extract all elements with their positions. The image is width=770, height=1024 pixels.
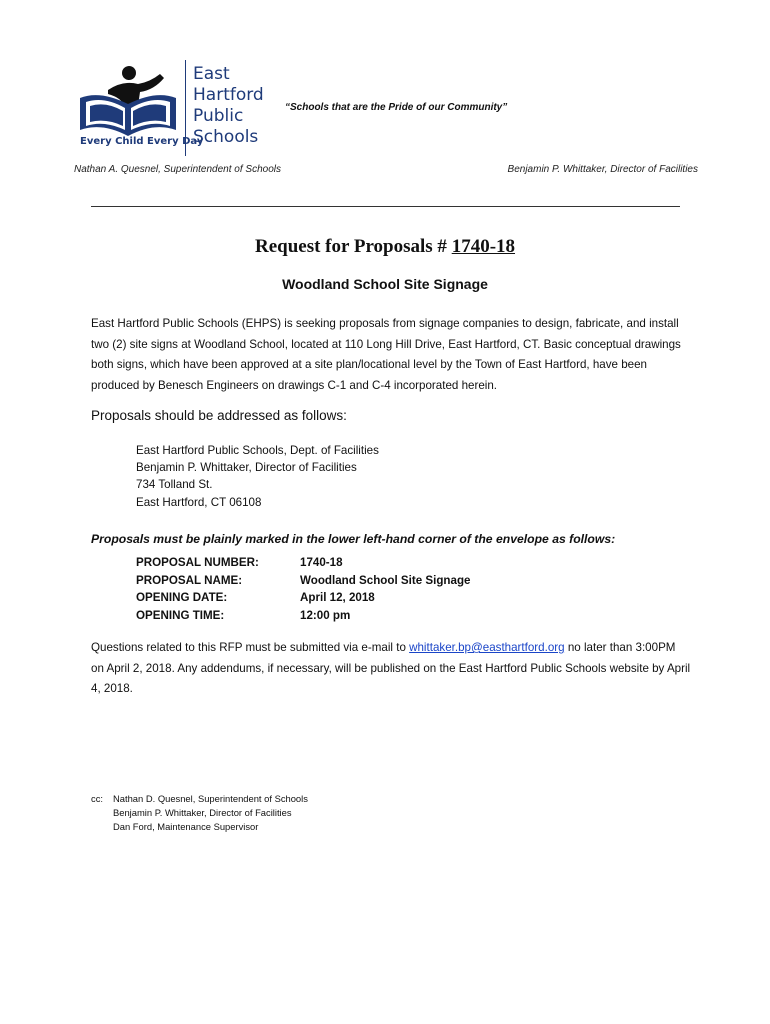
cc-block <box>91 792 308 834</box>
detail-value: Woodland School Site Signage <box>300 573 471 587</box>
address-line: Benjamin P. Whittaker, Director of Facilities <box>136 461 357 475</box>
cc-label: cc: <box>91 793 103 804</box>
district-logo <box>78 60 268 156</box>
proposal-details <box>136 554 470 624</box>
logo-word-east: East <box>193 64 230 84</box>
superintendent-line: Nathan A. Quesnel, Superintendent of Schools <box>74 164 281 175</box>
questions-text-after: no later than 3:00PM on April 2, 2018. Any addendums, if necessary, will be published on the East Hartford Public Schools website by April 4, 2018. <box>91 641 691 695</box>
detail-label: OPENING DATE: <box>136 591 228 604</box>
logo-word-schools: Schools <box>193 127 259 147</box>
cc-recipient: Dan Ford, Maintenance Supervisor <box>113 821 259 832</box>
logo-tagline: Every Child Every Day <box>80 136 204 147</box>
questions-text-before: Questions related to this RFP must be submitted via e-mail to <box>91 641 410 654</box>
document-subtitle: Woodland School Site Signage <box>282 276 488 292</box>
detail-value: 12:00 pm <box>300 608 351 622</box>
detail-row <box>136 589 470 607</box>
contact-email-link[interactable]: whittaker.bp@easthartford.org <box>409 641 565 654</box>
detail-value: April 12, 2018 <box>300 591 375 604</box>
questions-paragraph <box>91 638 691 700</box>
mailing-address <box>136 442 379 511</box>
marking-heading: Proposals must be plainly marked in the lower left-hand corner of the envelope as follows: <box>91 532 616 546</box>
header-rule <box>91 206 680 207</box>
detail-row <box>136 554 470 572</box>
detail-label: OPENING TIME: <box>136 608 225 622</box>
title-prefix: Request for Proposals # <box>254 236 452 257</box>
detail-row <box>136 607 470 625</box>
open-book-reader-icon <box>78 60 183 140</box>
detail-label: PROPOSAL NUMBER: <box>136 556 259 569</box>
intro-paragraph: East Hartford Public Schools (EHPS) is seeking proposals from signage companies to design, fabricate, and install two (2) site signs at Woodland School, located at 110 Long Hill Drive, East Hartford, CT. Basic conceptual drawings both signs, which have been approved at a site plan/locational level by the Town of East Hartford, have been produced by Benesch Engineers on drawings C-1 and C-4 incorporated herein. <box>91 317 681 392</box>
cc-recipients <box>113 792 308 834</box>
facilities-director-line: Benjamin P. Whittaker, Director of Facilities <box>507 164 698 175</box>
addressed-heading: Proposals should be addressed as follows: <box>91 408 347 423</box>
address-line: 734 Tolland St. <box>136 478 213 492</box>
address-line: East Hartford Public Schools, Dept. of Facilities <box>136 444 379 457</box>
district-motto: “Schools that are the Pride of our Community” <box>285 102 508 113</box>
logo-word-hartford: Hartford <box>193 85 264 105</box>
logo-word-public: Public <box>193 106 244 126</box>
document-title <box>0 236 770 258</box>
detail-value: 1740-18 <box>300 556 343 569</box>
detail-label: PROPOSAL NAME: <box>136 573 243 587</box>
detail-row <box>136 572 470 590</box>
address-line: East Hartford, CT 06108 <box>136 495 262 509</box>
rfp-number: 1740-18 <box>451 236 516 257</box>
logo-wordmark <box>193 64 264 148</box>
cc-recipient: Benjamin P. Whittaker, Director of Facilities <box>113 807 292 818</box>
cc-recipient: Nathan D. Quesnel, Superintendent of Schools <box>113 793 308 804</box>
